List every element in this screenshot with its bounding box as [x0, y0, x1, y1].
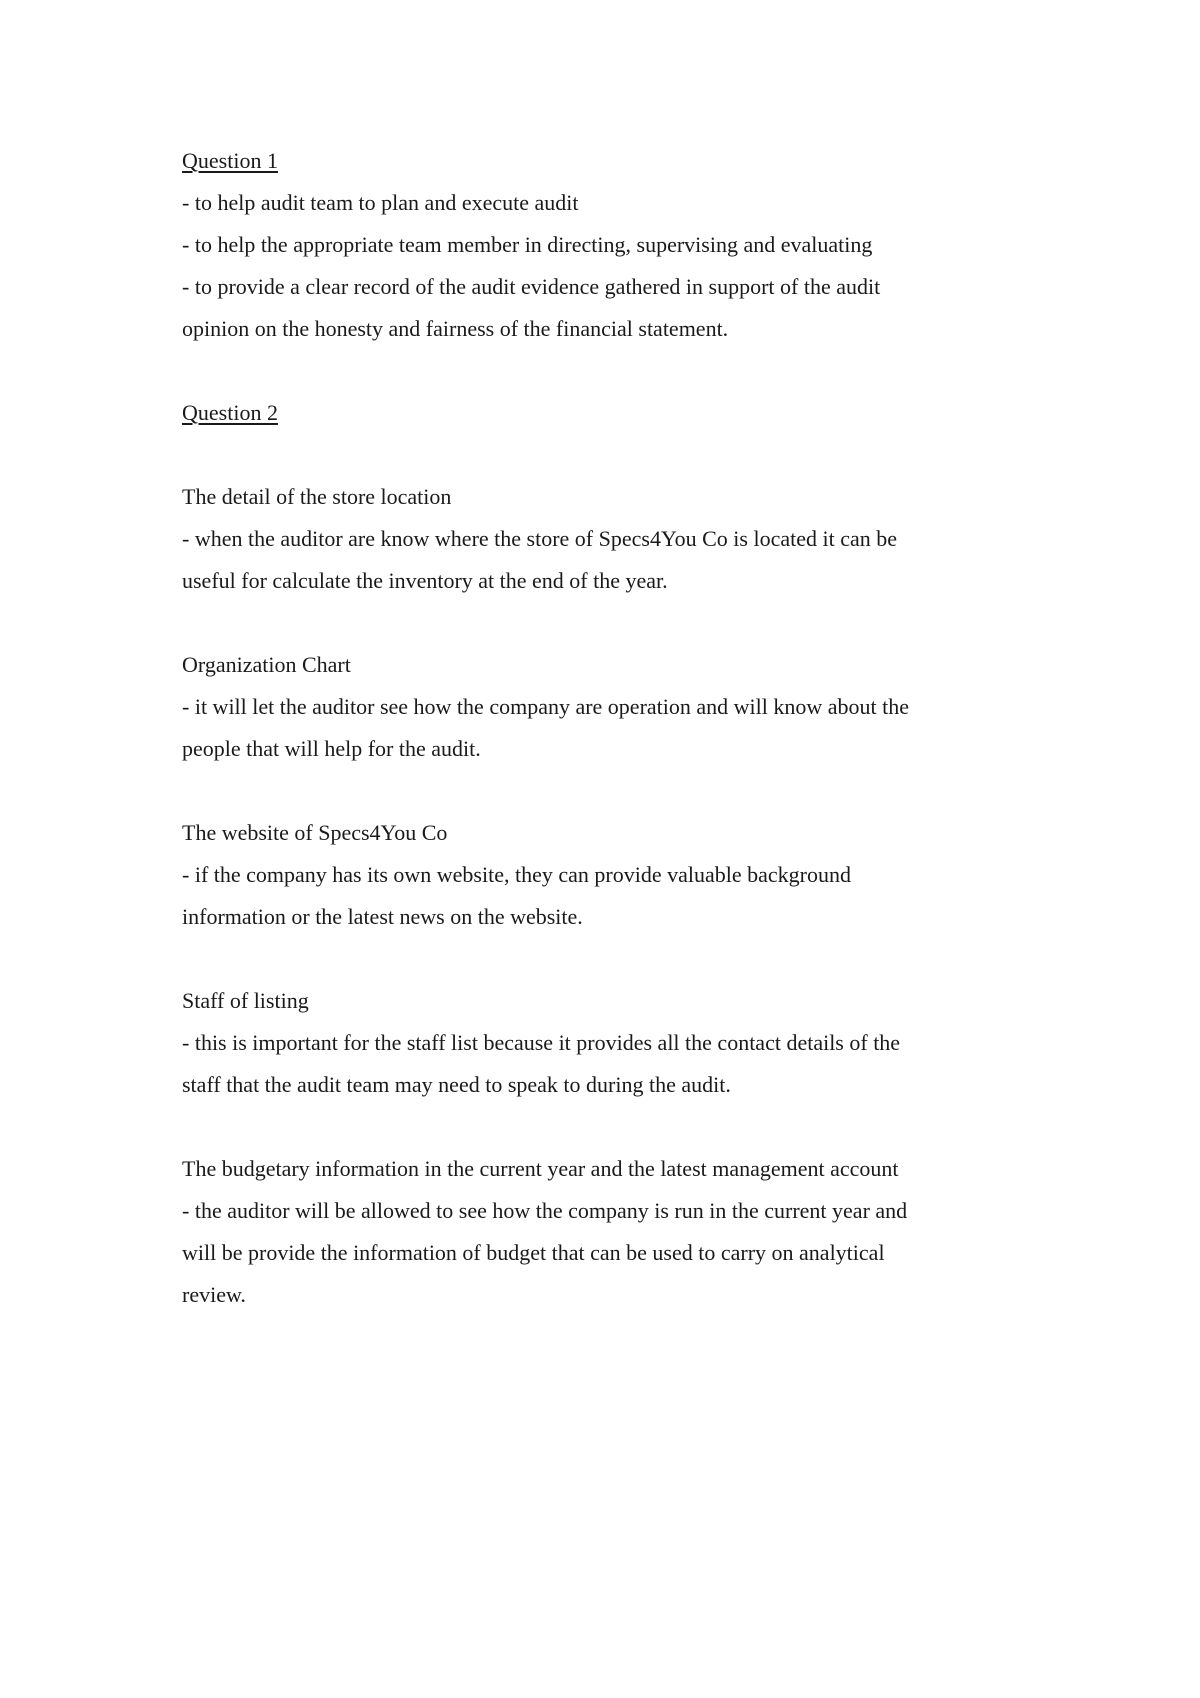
section-line: people that will help for the audit.	[182, 736, 481, 761]
section-line: information or the latest news on the website.	[182, 904, 583, 929]
paragraph-spacer	[182, 938, 1032, 980]
question-1-line: opinion on the honesty and fairness of the financial statement.	[182, 316, 729, 341]
question-1-line: - to help the appropriate team member in directing, supervising and evaluating	[182, 232, 873, 257]
section-line: review.	[182, 1282, 246, 1307]
paragraph-spacer	[182, 602, 1032, 644]
section-line: staff that the audit team may need to speak to during the audit.	[182, 1072, 731, 1097]
paragraph-spacer	[182, 434, 1032, 476]
section-title-website: The website of Specs4You Co	[182, 820, 448, 845]
section-line: useful for calculate the inventory at the end of the year.	[182, 568, 668, 593]
section-title-organization-chart: Organization Chart	[182, 652, 351, 677]
question-1-line: - to provide a clear record of the audit evidence gathered in support of the audit	[182, 274, 881, 299]
section-title-store-location: The detail of the store location	[182, 484, 452, 509]
section-line: - when the auditor are know where the store of Specs4You Co is located it can be	[182, 526, 898, 551]
paragraph-spacer	[182, 350, 1032, 392]
document-body	[182, 140, 1032, 1316]
section-line: - the auditor will be allowed to see how the company is run in the current year and	[182, 1198, 908, 1223]
question-2-heading: Question 2	[182, 400, 278, 425]
section-title-budgetary-information: The budgetary information in the current year and the latest management account	[182, 1156, 899, 1181]
paragraph-spacer	[182, 770, 1032, 812]
paragraph-spacer	[182, 1106, 1032, 1148]
section-title-staff-listing: Staff of listing	[182, 988, 309, 1013]
question-1-heading: Question 1	[182, 148, 278, 173]
section-line: will be provide the information of budget that can be used to carry on analytical	[182, 1240, 885, 1265]
section-line: - if the company has its own website, they can provide valuable background	[182, 862, 851, 887]
question-1-line: - to help audit team to plan and execute audit	[182, 190, 579, 215]
section-line: - this is important for the staff list because it provides all the contact details of the	[182, 1030, 901, 1055]
section-line: - it will let the auditor see how the company are operation and will know about the	[182, 694, 910, 719]
